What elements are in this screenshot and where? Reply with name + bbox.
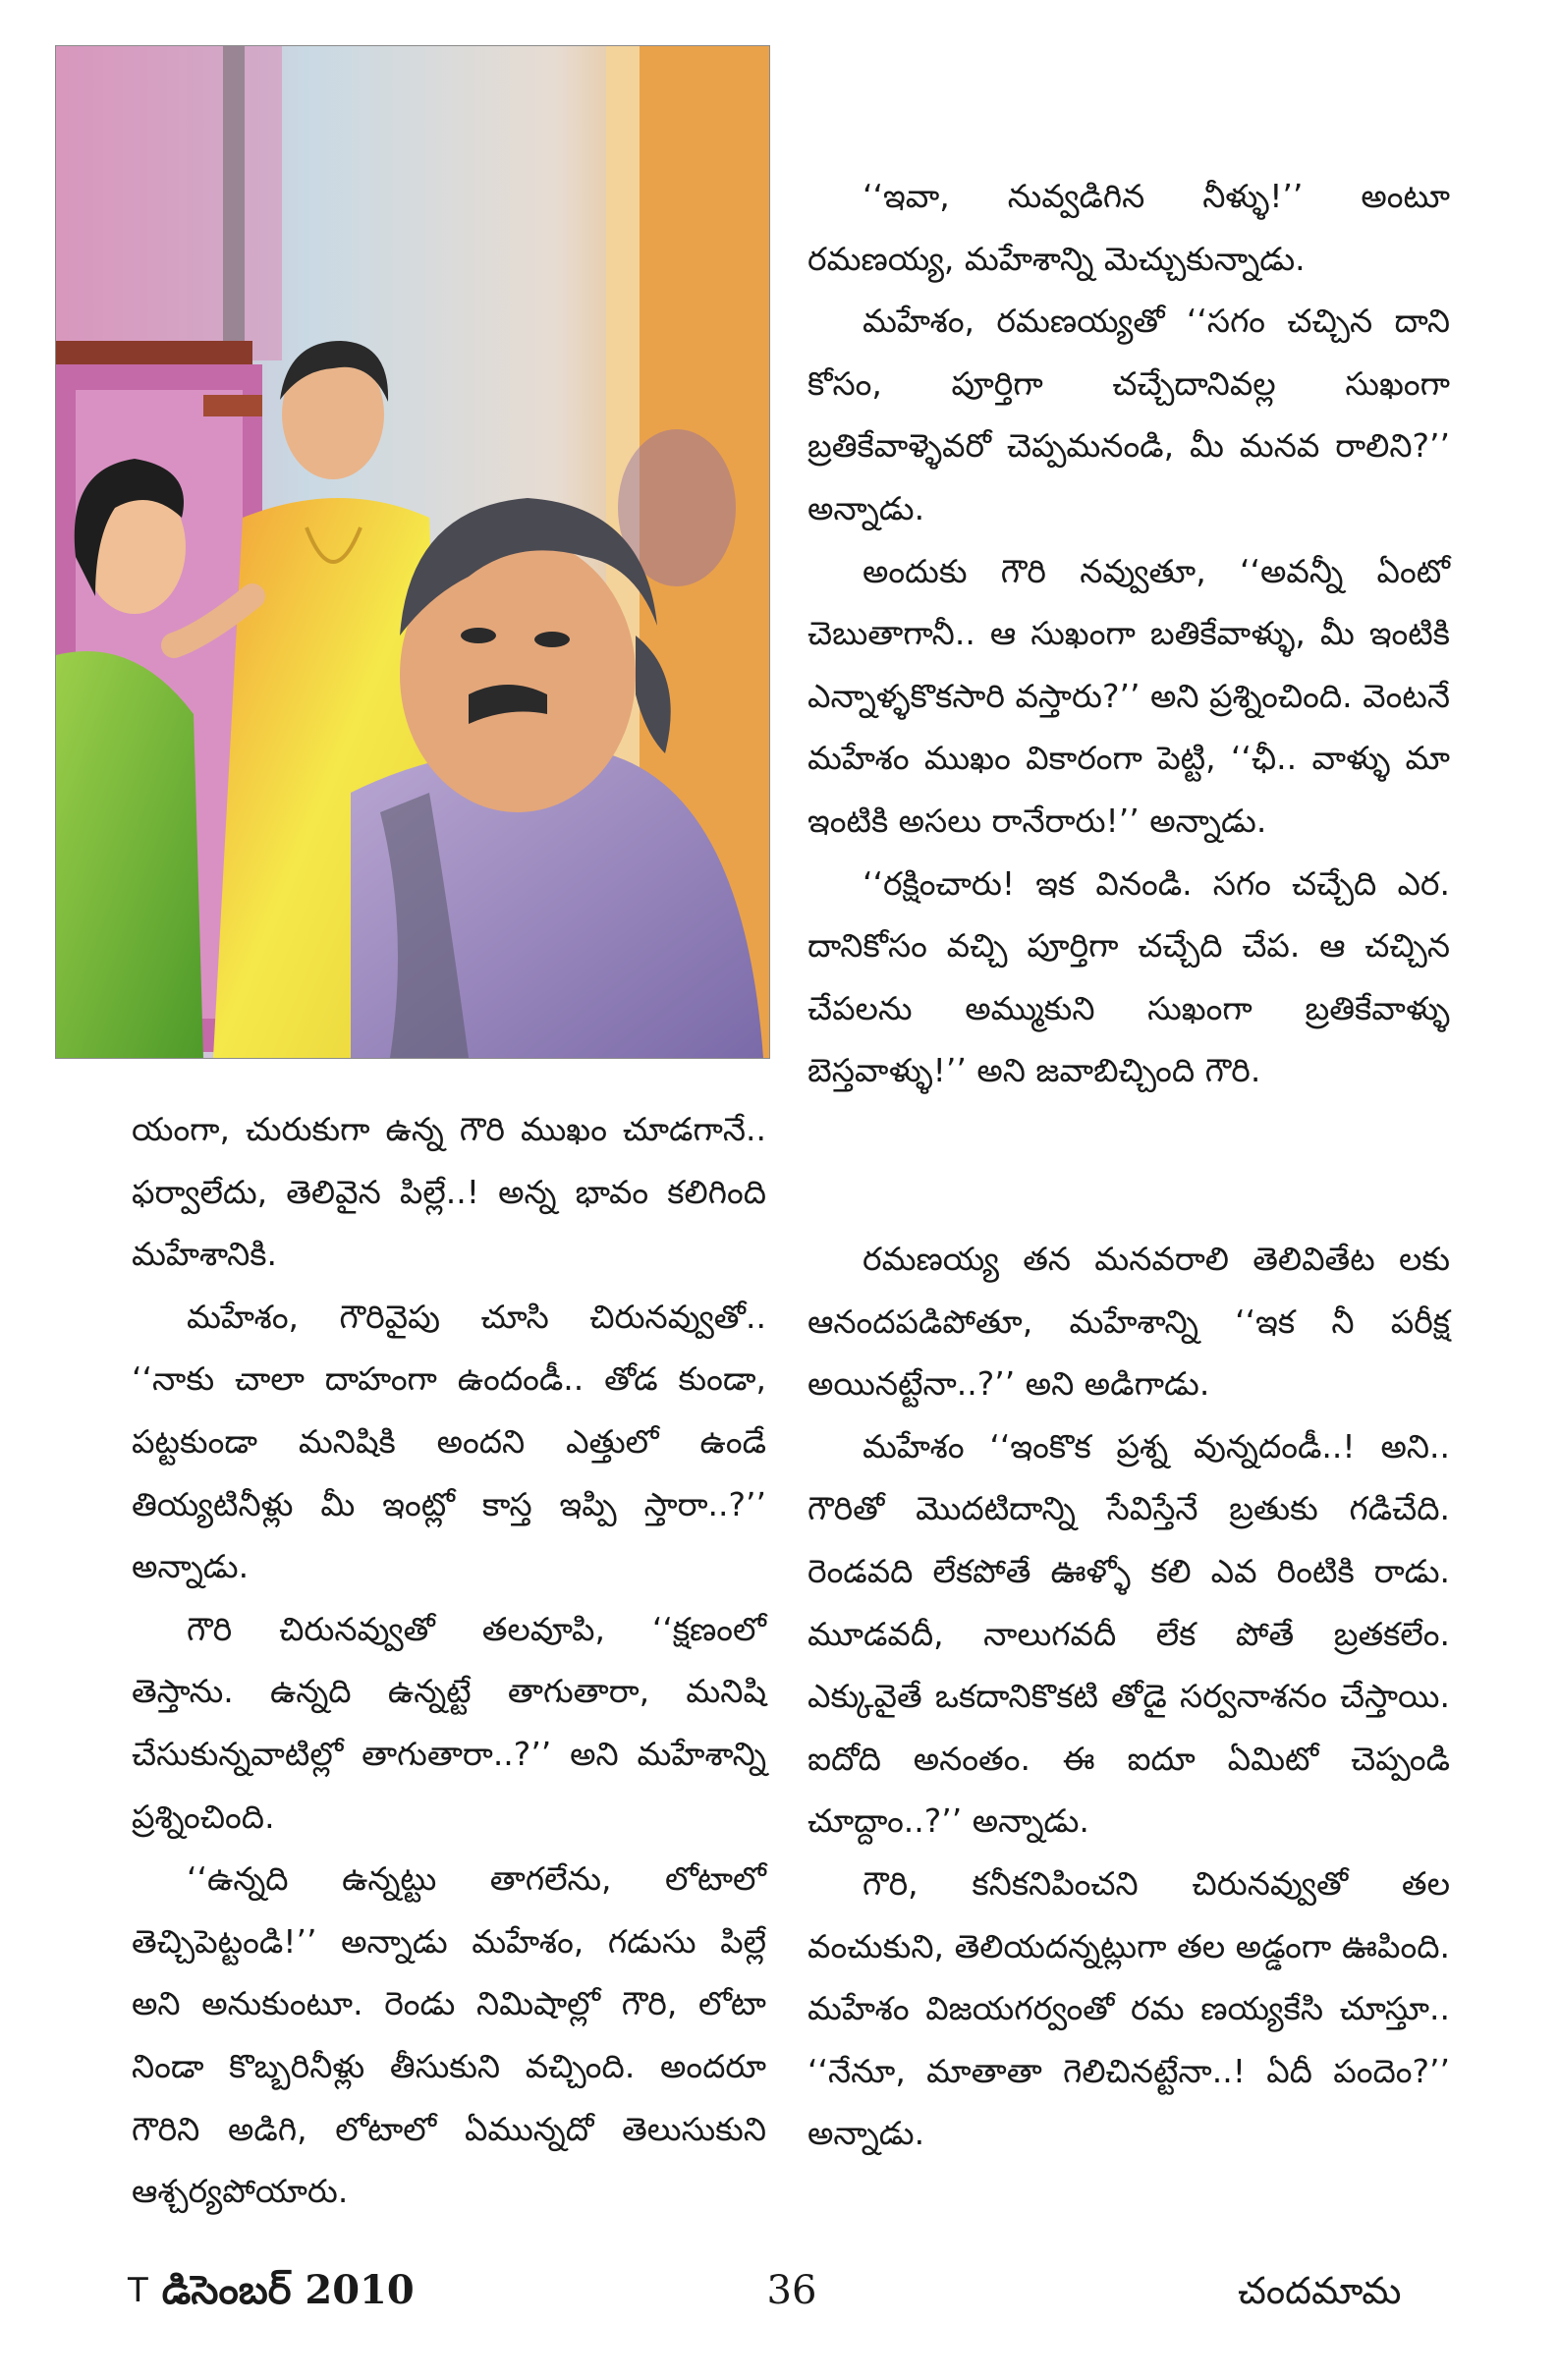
magazine-name: చందమామ [1238,2269,1402,2312]
footer-issue [128,2262,415,2319]
paragraph: అందుకు గౌరి నవ్వుతూ, ‘‘అవన్నీ ఏంటో చెబుతాగానీ.. ఆ సుఖంగా బతికేవాళ్ళు, మీ ఇంటికి ఎన్నాళ్ళకొకసారి వస్తారు?’’ అని ప్రశ్నించింది. వెంటనే మహేశం ముఖం వికారంగా పెట్టి, ‘‘ఛీ.. వాళ్ళు మా ఇంటికి అసలు రానేరారు!’’ అన్నాడు. [807,551,1450,840]
footer-date: డిసెంబర్ 2010 [161,2267,415,2313]
paragraph: రమణయ్య తన మనవరాలి తెలివితేట లకు ఆనందపడిపోతూ, మహేశాన్ని ‘‘ఇక నీ పరీక్ష అయినట్టేనా..?’’ అని అడిగాడు. [807,1240,1450,1404]
page-number: 36 [766,2268,817,2313]
text-column-left [132,1098,766,2223]
paragraph: యంగా, చురుకుగా ఉన్న గౌరి ముఖం చూడగానే.. ఫర్వాలేదు, తెలివైన పిల్లే..! అన్న భావం కలిగింది మహేశానికి. [132,1110,766,1274]
paragraph: మహేశం, రమణయ్యతో ‘‘సగం చచ్చిన దాని కోసం, పూర్తిగా చచ్చేదానివల్ల సుఖంగా బ్రతికేవాళ్ళెవరో చెప్పమనండి, మీ మనవ రాలిని?’’ అన్నాడు. [807,302,1450,527]
story-illustration-art [56,46,769,1058]
footer-t-mark: T [128,2271,148,2310]
paragraph: గౌరి, కనీకనిపించని చిరునవ్వుతో తల వంచుకుని, తెలియదన్నట్లుగా తల అడ్డంగా ఊపింది. మహేశం విజయగర్వంతో రమ ణయ్యకేసి చూస్తూ.. ‘‘నేనూ, మాతాతా గెలిచినట్టేనా..! ఏదీ పందెం?’’ అన్నాడు. [807,1863,1450,2153]
paragraph: ‘‘ఇవా, నువ్వడిగిన నీళ్ళు!’’ అంటూ రమణయ్య, మహేశాన్ని మెచ్చుకున్నాడు. [807,177,1450,278]
paragraph: ‘‘రక్షించారు! ఇక వినండి. సగం చచ్చేది ఎర. దానికోసం వచ్చి పూర్తిగా చచ్చేది చేప. ఆ చచ్చిన చేపలను అమ్ముకుని సుఖంగా బ్రతికేవాళ్ళు బెస్తవాళ్ళు!’’ అని జవాబిచ్చింది గౌరి. [807,863,1450,1090]
paragraph: మహేశం ‘‘ఇంకొక ప్రశ్న వున్నదండీ..! అని.. గౌరితో మొదటిదాన్ని సేవిస్తేనే బ్రతుకు గడిచేది. రెండవది లేకపోతే ఊళ్ళో కలి ఎవ రింటికి రాడు. మూడవదీ, నాలుగవదీ లేక పోతే బ్రతకలేం. ఎక్కువైతే ఒకదానికొకటి తోడై సర్వనాశనం చేస్తాయి. ఐదోది అనంతం. ఈ ఐదూ ఏమిటో చెప్పండి చూద్దాం..?’’ అన్నాడు. [807,1426,1450,1841]
story-illustration [55,45,770,1059]
paragraph: ‘‘ఉన్నది ఉన్నట్టు తాగలేను, లోటాలో తెచ్చిపెట్టండి!’’ అన్నాడు మహేశం, గడుసు పిల్లే అని అనుకుంటూ. రెండు నిమిషాల్లో గౌరి, లోటా నిండా కొబ్బరినీళ్లు తీసుకుని వచ్చింది. అందరూ గౌరిని అడిగి, లోటాలో ఏమున్నదో తెలుసుకుని ఆశ్చర్యపోయారు. [132,1859,766,2211]
paragraph: మహేశం, గౌరివైపు చూసి చిరునవ్వుతో.. ‘‘నాకు చాలా దాహంగా ఉందండీ.. తోడ కుండా, పట్టకుండా మనిషికి అందని ఎత్తులో ఉండే తియ్యటినీళ్లు మీ ఇంట్లో కాస్త ఇప్పి స్తారా..?’’ అన్నాడు. [132,1297,766,1586]
paragraph: గౌరి చిరునవ్వుతో తలవూపి, ‘‘క్షణంలో తెస్తాను. ఉన్నది ఉన్నట్టే తాగుతారా, మనిషి చేసుకున్నవాటిల్లో తాగుతారా..?’’ అని మహేశాన్ని ప్రశ్నించింది. [132,1609,766,1836]
text-column-right-top [807,165,1450,1102]
text-column-right-bottom [807,1228,1450,2165]
